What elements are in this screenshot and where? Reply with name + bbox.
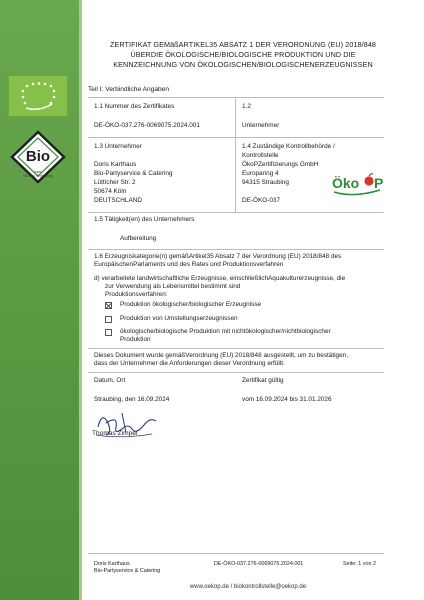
footer-name: Doris Karthaus (94, 561, 130, 567)
eu-organic-leaf-icon (8, 75, 68, 117)
field-1-2-value: Unternehmer (242, 122, 280, 129)
divider-5 (88, 372, 384, 373)
divider-1 (88, 137, 384, 138)
checkbox-parallel-production (105, 329, 112, 336)
activity-label: 1.5 Tätigkeit(en) des Unternehmers (94, 216, 195, 223)
checkbox-conversion-production (105, 316, 112, 323)
validity-label: Zertifikat gültig (242, 377, 284, 384)
footer-url: www.oekop.de / biokontrollstelle@oekop.de (189, 584, 307, 590)
option-parallel-production-line1: ökologische/biologische Produktion mit nichtökologischer/nichtbiologischer (120, 328, 331, 335)
validity-value: vom 16.09.2024 bis 31.01.2026 (242, 396, 332, 403)
bio-seal-caption-line1: nach (34, 170, 42, 174)
divider-2 (88, 212, 384, 213)
bio-seal-caption-line2: EG-Öko-Verordnung (23, 174, 53, 178)
authority-label-line2: Kontrollstelle (242, 152, 279, 159)
okop-logo (330, 170, 386, 200)
category-line2: EuropäischenParlaments und des Rates und Produktionsverfahren (94, 261, 284, 268)
category-d-line3: Produktionsverfahren: (105, 291, 168, 298)
statement-line1: Dieses Dokument wurde gemäßVerordnung (EU) 2018/848 ausgestellt, um zu bestätigen, (94, 352, 348, 359)
signer-name: Thomas Zimpel (92, 430, 138, 437)
company-country: DEUTSCHLAND (94, 197, 142, 204)
option-parallel-production-line2: Produktion (120, 336, 151, 343)
certificate-heading (88, 40, 398, 70)
heading-line2: ÜBERDIE ÖKOLOGISCHE/BIOLOGISCHE PRODUKTION UND DIE (130, 50, 356, 59)
heading-line3: KENNZEICHNUNG VON ÖKOLOGISCHEN/BIOLOGISCHENERZEUGNISSEN (113, 60, 373, 69)
option-organic-production: Produktion ökologischer/biologischer Erzeugnisse (120, 301, 262, 308)
authority-label-line1: 1.4 Zuständige Kontrollbehörde / (242, 143, 335, 150)
category-d-line1: d) verarbeitete landwirtschaftliche Erzeugnisse, einschließlichAquakulturerzeugnisse, die (94, 275, 346, 282)
band-strip (79, 0, 82, 600)
company-label: 1.3 Unternehmer (94, 143, 142, 150)
checkbox-organic-production (105, 302, 112, 309)
divider-footer (88, 553, 384, 554)
authority-street: Europaring 4 (242, 170, 279, 177)
date-place-label: Datum, Ort (94, 377, 126, 384)
divider-top (88, 97, 384, 98)
authority-code: DE-ÖKO-037 (242, 197, 281, 204)
column-divider (235, 97, 236, 212)
bio-seal-caption (10, 170, 66, 178)
section-title: Teil I: Verbindliche Angaben (88, 86, 170, 93)
heading-line1: ZERTIFIKAT GEMäßARTIKEL35 ABSATZ 1 DER VERORDNUNG (EU) 2018/848 (109, 40, 377, 49)
divider-4 (88, 348, 384, 349)
divider-3 (88, 249, 384, 250)
bio-seal-word: Bio (25, 148, 51, 165)
footer-company: Bio-Partyservice & Catering (94, 568, 161, 574)
footer-page: Seite: 1 von 2 (343, 561, 376, 567)
company-street: Lüttícher Str. 2 (94, 179, 136, 186)
authority-city: 94315 Straubing (242, 179, 289, 186)
footer-cert-number: DE-ÖKO-037.276-0069075.2024.001 (214, 561, 304, 567)
option-conversion-production: Produktion von Umstellungserzeugnissen (120, 315, 238, 322)
activity-value: Aufbereitung (120, 235, 157, 242)
certificate-number-value: DE-ÖKO-037.276-0069075.2024.001 (94, 122, 200, 129)
okop-logo-p: P (374, 175, 384, 191)
company-line2: Bio-Partyservice & Catering (94, 170, 173, 177)
okop-logo-text: Öko (332, 175, 360, 191)
statement-line2: dass der Unternehmer die Anforderungen dieser Verordnung erfüllt. (94, 360, 285, 367)
certificate-number-label: 1.1 Nummer des Zertifikates (94, 103, 175, 110)
field-1-2-label: 1.2 (242, 103, 251, 110)
company-city: 50674 Köln (94, 188, 127, 195)
authority-name: ÖkoPZertifizierungs GmbH (242, 161, 319, 168)
category-line1: 1.6 Erzeugniskategorie(n) gemäßArtikel35 Absatz 7 der Verordnung (EU) 2018/848 des (94, 253, 342, 260)
company-name: Doris Karthaus (94, 161, 137, 168)
date-place-value: Straubing, den 16.09.2024 (94, 396, 170, 403)
category-d-line2: zur Verwendung als Lebensmittel bestimmt sind (105, 283, 241, 290)
